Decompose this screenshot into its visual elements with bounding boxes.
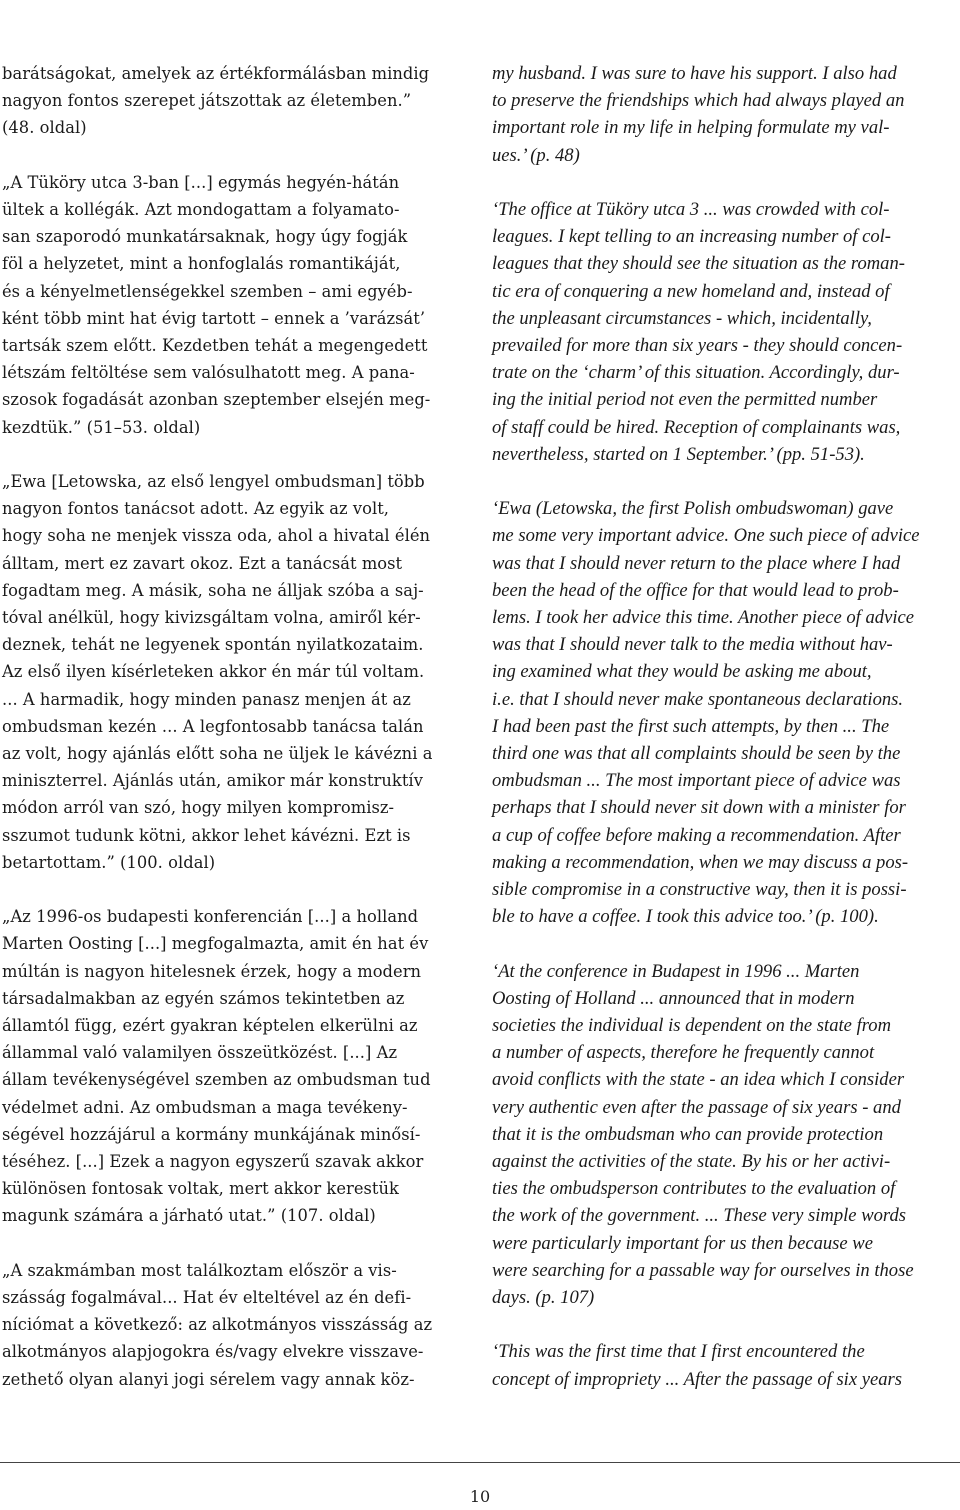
english-paragraph-1: my husband. I was sure to have his support. I also had to preserve the friendships which had always played an important role in my life in helping formulate my val- ues.’ (p. 48): [492, 63, 905, 166]
english-column: [492, 60, 954, 1393]
footer-divider: [0, 1462, 960, 1463]
english-paragraph-5: ‘This was the first time that I first encountered the concept of impropriety ... After the passage of six years: [492, 1341, 903, 1390]
english-paragraph-4: ‘At the conference in Budapest in 1996 ... Marten Oosting of Holland ... announced that in modern societies the individual is dependent on the state from a number of aspects, therefore he frequently cannot avoid conflicts with the state - an idea which I consider very authentic even after the passage of six years - and that it is the ombudsman who can provide protection against the activities of the state. By his or her activi- ties the ombudsperson contributes to the evaluation of the work of the government. ... These very simple words were particularly important for us then because we were searching for a passable way for ourselves in those days. (p. 107): [492, 960, 914, 1309]
english-paragraph-2: ‘The office at Tüköry utca 3 ... was crowded with col- leagues. I kept telling to an increasing number of col- leagues that they should see the situation as the roman- tic era of conquering a new homeland and, instead of the unpleasant circumstances - which, incidentally, prevailed for more than six years - they should concen- trate on the ‘charm’ of this situation. Accordingly, dur- ing the initial period not even the permitted number of staff could be hired. Reception of complainants was, nevertheless, started on 1 September.’ (pp. 51-53).: [492, 199, 905, 465]
hungarian-paragraph-3: „Ewa [Letowska, az első lengyel ombudsman] több nagyon fontos tanácsot adott. Az egyik az volt, hogy soha ne menjek vissza oda, ahol a hivatal élén álltam, mert ez zavart okoz. Ezt a tanácsát most fogadtam meg. A másik, soha ne álljak szóba a saj- tóval anélkül, hogy kivizsgáltam volna, amiről kér- deznek, tehát ne legyenek spontán nyilatkozataim. Az első ilyen kísérleteken akkor én már túl voltam. ... A harmadik, hogy minden panasz menjen át az ombudsman kezén ... A legfontosabb tanácsa talán az volt, hogy ajánlás előtt soha ne üljek le kávézni a miniszterrel. Ajánlás után, amikor már konstruktív módon arról van szó, hogy milyen kompromisz- sszumot tudunk kötni, akkor lehet kávézni. Ezt is betartottam.” (100. oldal): [2, 472, 433, 872]
hungarian-paragraph-1: barátságokat, amelyek az értékformálásban mindig nagyon fontos szerepet játszottak az életemben.” (48. oldal): [2, 64, 430, 138]
english-paragraph-3: ‘Ewa (Letowska, the first Polish ombudswoman) gave me some very important advice. One such piece of advice was that I should never return to the place where I had been the head of the office for that would lead to prob- lems. I took her advice this time. Another piece of advice was that I should never talk to the media without hav- ing examined what they would be asking me about, i.e. that I should never make spontaneous declarations. I had been past the first such attempts, by then ... The third one was that all complaints should be seen by the ombudsman ... The most important piece of advice was perhaps that I should never sit down with a minister for a cup of coffee before making a recommendation. After making a recommendation, when we may discuss a pos- sible compromise in a constructive way, then it is possi- ble to have a coffee. I took this advice too.’ (p. 100).: [492, 498, 920, 928]
hungarian-paragraph-5: „A szakmámban most találkoztam először a vis- szásság fogalmával... Hat év elteltével az én defi- níciómat a következő: az alkotmányos visszásság az alkotmányos alapjogokra és/vagy elvekre visszave- zethető olyan alanyi jogi sérelem vagy annak köz-: [2, 1260, 433, 1389]
hungarian-column: [2, 60, 464, 1393]
page-number: 10: [469, 1487, 491, 1506]
hungarian-paragraph-4: „Az 1996-os budapesti konferencián [...] a holland Marten Oosting [...] megfogalmazta, amit én hat év múltán is nagyon hitelesnek érzek, hogy a modern társadalmakban az egyén számos tekintetben az államtól függ, ezért gyakran képtelen elkerülni az állammal való valamilyen összeütközést. [...] Az állam tevékenységével szemben az ombudsman tud védelmet adni. Az ombudsman a maga tevékeny- ségével hozzájárul a kormány munkájának minősí- téséhez. [...] Ezek a nagyon egyszerű szavak akkor különösen fontosak voltak, mert akkor kerestük magunk számára a járható utat.” (107. oldal): [2, 907, 431, 1226]
hungarian-paragraph-2: „A Tüköry utca 3-ban [...] egymás hegyén-hátán ültek a kollégák. Azt mondogattam a folyamato- san szaporodó munkatársaknak, hogy úgy fogják föl a helyzetet, mint a honfoglalás romantikáját, és a kényelmetlenségekkel szemben – ami egyéb- ként több mint hat évig tartott – ennek a ’varázsát’ tartsák szem előtt. Kezdetben tehát a megengedett létszám feltöltése sem valósulhatott meg. A pana- szosok fogadását azonban szeptember elsején meg- kezdtük.” (51–53. oldal): [2, 172, 431, 437]
